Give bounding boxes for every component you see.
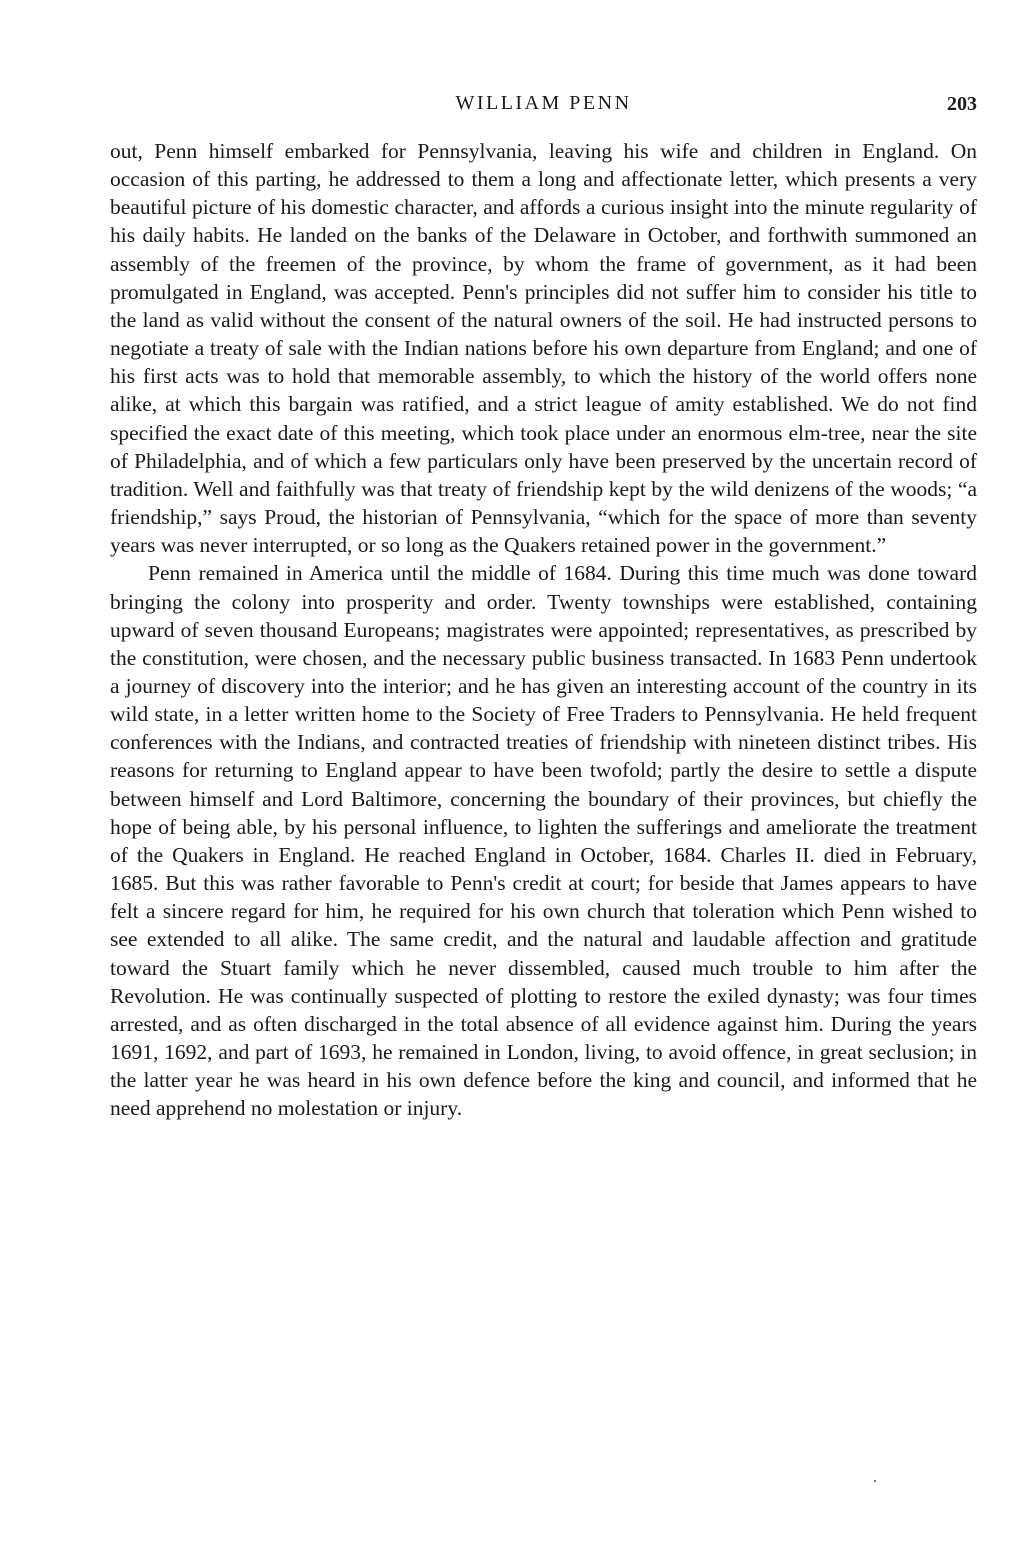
- running-head: [110, 88, 977, 118]
- body-text: [110, 137, 977, 1122]
- running-title: WILLIAM PENN: [455, 92, 632, 114]
- paragraph-penn-in-america: Penn remained in America until the middle of 1684. During this time much was done toward bringing the colony into prosperity and order. Twenty townships were established, containing upward of seven thousand Europeans; magistrates were appointed; representatives, as prescribed by the constitution, were chosen, and the necessary public business transacted. In 1683 Penn undertook a journey of discovery into the interior; and he has given an interesting account of the country in its wild state, in a letter written home to the Society of Free Traders to Pennsylvania. He held frequent conferences with the Indians, and contracted treaties of friendship with nineteen distinct tribes. His reasons for returning to England appear to have been twofold; partly the desire to settle a dispute between himself and Lord Baltimore, concerning the boundary of their provinces, but chiefly the hope of being able, by his personal influence, to lighten the sufferings and ameliorate the treatment of the Quakers in England. He reached England in October, 1684. Charles II. died in February, 1685. But this was rather favorable to Penn's credit at court; for beside that James appears to have felt a sincere regard for him, he required for his own church that toleration which Penn wished to see extended to all alike. The same credit, and the natural and laudable affection and gratitude toward the Stuart family which he never dissembled, caused much trouble to him after the Revolution. He was continually suspected of plotting to restore the exiled dynasty; was four times arrested, and as often discharged in the total absence of all evidence against him. During the years 1691, 1692, and part of 1693, he remained in London, living, to avoid offence, in great seclusion; in the latter year he was heard in his own defence before the king and council, and informed that he need apprehend no molestation or injury.: [110, 561, 977, 1121]
- paragraph-continued: out, Penn himself embarked for Pennsylvania, leaving his wife and children in England. On occasion of this parting, he addressed to them a long and affectionate letter, which presents a very beautiful picture of his domestic character, and affords a curious insight into the minute regularity of his daily habits. He landed on the banks of the Delaware in October, and forthwith summoned an assembly of the freemen of the province, by whom the frame of government, as it had been promulgated in England, was accepted. Penn's principles did not suffer him to consider his title to the land as valid without the consent of the natural owners of the soil. He had instructed persons to negotiate a treaty of sale with the Indian nations before his own departure from England; and one of his first acts was to hold that memorable assembly, to which the history of the world offers none alike, at which this bargain was ratified, and a strict league of amity established. We do not find specified the exact date of this meeting, which took place under an enormous elm-tree, near the site of Philadelphia, and of which a few particulars only have been preserved by the uncertain record of tradition. Well and faithfully was that treaty of friendship kept by the wild denizens of the woods; “a friendship,” says Proud, the historian of Pennsylvania, “which for the space of more than seventy years was never interrupted, or so long as the Quakers retained power in the government.”: [110, 139, 977, 558]
- scan-speck: [874, 1480, 876, 1482]
- page-number: 203: [947, 93, 977, 115]
